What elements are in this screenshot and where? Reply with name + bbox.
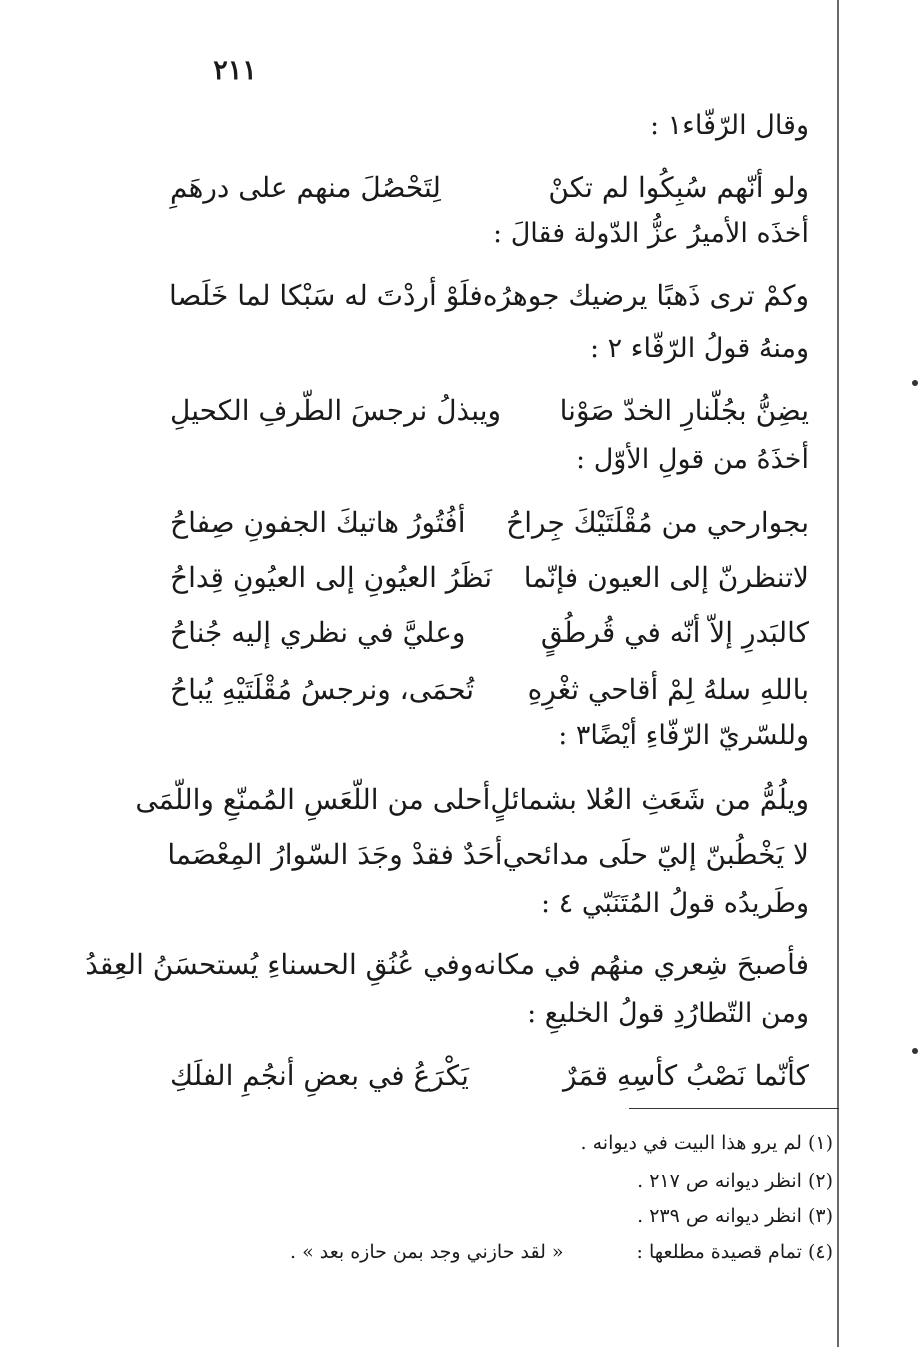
prose-line: وطَريدُه قولُ المُتَنَبّي ٤ : [541, 888, 809, 919]
verse-first-hemistich: يضِنُّ بجُلّنارِ الخدّ صَوْنا [559, 393, 809, 427]
verse-first-hemistich: كأنّما نَصْبُ كأسِهِ قمَرٌ [563, 1058, 809, 1092]
verse-first-hemistich: وكمْ ترى ذَهبًا يرضيك جوهرُه [482, 278, 809, 312]
footnote-2 [637, 1170, 833, 1192]
verse-second-hemistich: فلَوْ أردْتَ له سَبْكا لما خَلَصا [168, 278, 483, 312]
verse-first-hemistich: باللهِ سلهُ لِمْ أقاحي ثغْرِهِ [527, 672, 809, 706]
footnote-number: (٢) [807, 1170, 833, 1192]
edge-mark [912, 380, 918, 386]
prose-line: أخذَهُ من قولِ الأوّل : [576, 444, 809, 475]
verse-line [170, 165, 809, 209]
prose-line: ومن التّطارُدِ قولُ الخليعِ : [527, 998, 809, 1029]
verse-second-hemistich: تُحمَى، ونرجسُ مُقْلَتَيْهِ يُباحُ [170, 672, 475, 706]
verse-line [170, 388, 809, 432]
verse-line [170, 273, 809, 317]
verse-line [170, 1053, 809, 1097]
footnote-3 [637, 1205, 833, 1227]
footnote-4 [290, 1241, 833, 1263]
prose-line: وقال الرّفّاء١ : [649, 110, 809, 141]
footnote-1 [581, 1132, 833, 1154]
verse-first-hemistich: كالبَدرِ إلاّ أنّه في قُرطُقٍ [540, 615, 809, 649]
verse-second-hemistich: وفي عُنُقِ الحسناءِ يُستحسَنُ العِقدُ [85, 947, 474, 981]
footnote-number: (٣) [807, 1205, 833, 1227]
footnote-text: انظر ديوانه ص ٢١٧ . [637, 1170, 802, 1192]
footnote-quote: « لقد حازني وجد بمن حازه بعد » . [290, 1241, 564, 1263]
footnote-text: تمام قصيدة مطلعها : [636, 1241, 802, 1263]
verse-line [170, 667, 809, 711]
verse-second-hemistich: أحلى من اللّعَسِ المُمنّعِ واللّمَى [135, 782, 491, 816]
page-edge-line [837, 0, 839, 1347]
footnote-number: (١) [807, 1132, 833, 1154]
verse-second-hemistich: ويبذلُ نرجسَ الطّرفِ الكحيلِ [170, 393, 502, 427]
verse-second-hemistich: يَكْرَعُ في بعضِ أنجُمِ الفلَكِ [170, 1058, 469, 1092]
page-number: ٢١١ [213, 55, 257, 86]
verse-first-hemistich: ولو أنّهم سُبِكُوا لم تكنْ [548, 170, 809, 204]
verse-first-hemistich: لا يَخْطُبنّ إليّ حلَى مدائحي [502, 837, 809, 871]
prose-line: ومنهُ قولُ الرّفّاء ٢ : [589, 333, 809, 364]
prose-line: أخذَه الأميرُ عزُّ الدّولة فقالَ : [493, 218, 809, 249]
verse-line [85, 942, 809, 986]
verse-first-hemistich: بجوارحي من مُقْلَتَيْكَ جِراحُ [506, 505, 809, 539]
verse-first-hemistich: لاتنظرنّ إلى العيون فإنّما [523, 560, 809, 594]
footnote-divider [629, 1108, 839, 1109]
verse-line [170, 500, 809, 544]
verse-second-hemistich: لِتَحْصُلَ منهم على درهَمِ [170, 170, 441, 204]
verse-second-hemistich: وعليَّ في نظري إليه جُناحُ [170, 615, 466, 649]
edge-mark [912, 1048, 918, 1054]
footnote-text: لم يرو هذا البيت في ديوانه . [580, 1132, 802, 1154]
footnote-text: انظر ديوانه ص ٢٣٩ . [637, 1205, 802, 1227]
verse-line [135, 777, 809, 821]
verse-line [167, 832, 809, 876]
verse-line [170, 610, 809, 654]
verse-first-hemistich: فأصبحَ شِعري منهُم في مكانه [473, 947, 809, 981]
prose-line: وللسّريّ الرّفّاءِ أيْضًا٣ : [558, 720, 809, 751]
verse-first-hemistich: ويلُمُّ من شَعَثِ العُلا بشمائلٍ [490, 782, 809, 816]
verse-line [170, 555, 809, 599]
verse-second-hemistich: نَظَرُ العيُونِ إلى العيُونِ قِداحُ [170, 560, 492, 594]
footnote-number: (٤) [807, 1241, 833, 1263]
verse-second-hemistich: أفُتُورُ هاتيكَ الجفونِ صِفاحُ [170, 505, 466, 539]
verse-second-hemistich: أحَدٌ فقدْ وجَدَ السّوارُ المِعْصَما [167, 837, 503, 871]
